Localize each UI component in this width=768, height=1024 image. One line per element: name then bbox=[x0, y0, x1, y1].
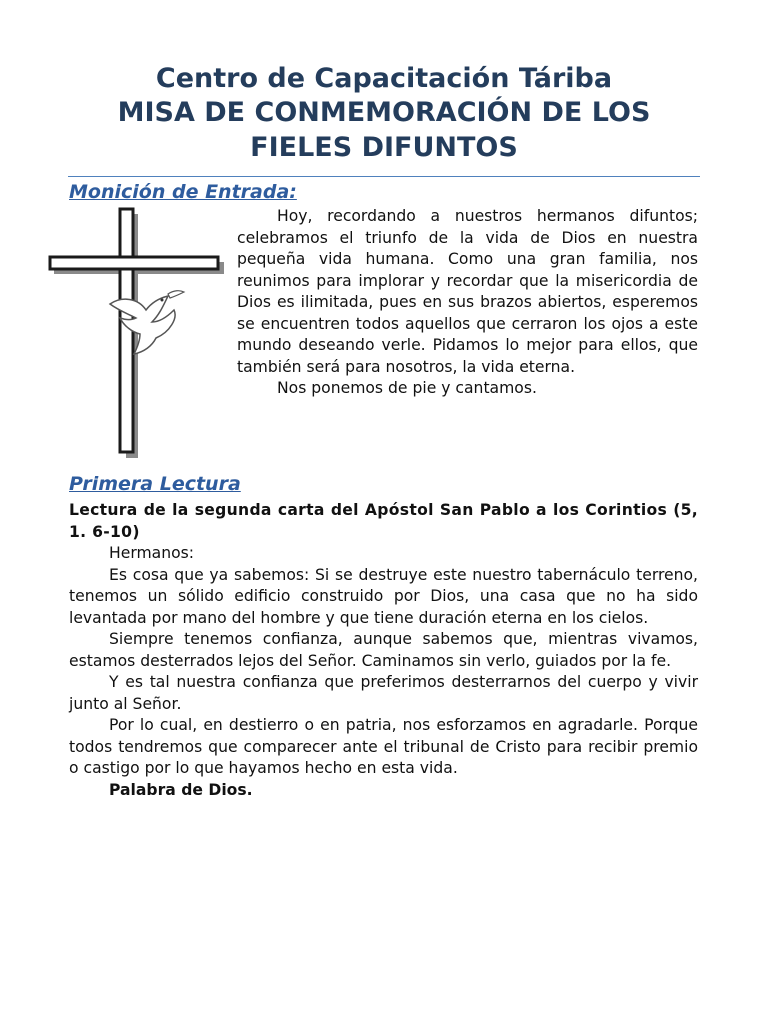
monicion-paragraph: Nos ponemos de pie y cantamos. bbox=[277, 379, 537, 397]
page-title-line-1: Centro de Capacitación Táriba bbox=[155, 63, 613, 94]
cross-with-dove-icon bbox=[48, 206, 224, 458]
reading-closing: Palabra de Dios. bbox=[109, 780, 253, 799]
reading-paragraph: Siempre tenemos confianza, aunque sabemos que, mientras vivamos, estamos desterrados lejos del Señor. Caminamos sin verlo, guiados por la fe. bbox=[69, 630, 698, 670]
reading-reference: Lectura de la segunda carta del Apóstol San Pablo a los Corintios (5, 1. 6-10) bbox=[69, 501, 698, 541]
reading-paragraph: Por lo cual, en destierro o en patria, nos esforzamos en agradarle. Porque todos tendremos que comparecer ante el tribunal de Cristo para recibir premio o castigo por lo que hayamos hecho en esta vida. bbox=[69, 716, 698, 777]
page-title-line-3: FIELES DIFUNTOS bbox=[250, 132, 518, 163]
page-title-line-2: MISA DE CONMEMORACIÓN DE LOS bbox=[117, 97, 651, 128]
monicion-text bbox=[237, 206, 698, 400]
primera-lectura-text bbox=[69, 500, 698, 801]
reading-paragraph: Y es tal nuestra confianza que preferimos desterrarnos del cuerpo y vivir junto al Señor. bbox=[69, 673, 698, 713]
primera-lectura-heading: Primera Lectura bbox=[69, 473, 241, 495]
monicion-heading: Monición de Entrada: bbox=[69, 181, 297, 203]
title-divider bbox=[68, 176, 700, 177]
monicion-paragraph: Hoy, recordando a nuestros hermanos difuntos; celebramos el triunfo de la vida de Dios en nuestra pequeña vida humana. Como una gran familia, nos reunimos para implorar y recordar que la misericordia de Dios es ilimitada, pues en sus brazos abiertos, esperemos se encuentren todos aquellos que cerraron los ojos a este mundo deseando verle. Pidamos lo mejor para ellos, que también será para nosotros, la vida eterna. bbox=[237, 207, 698, 376]
reading-paragraph: Es cosa que ya sabemos: Si se destruye este nuestro tabernáculo terreno, tenemos un sólido edificio construido por Dios, una casa que no ha sido levantada por mano del hombre y que tiene duración eterna en los cielos. bbox=[69, 565, 698, 627]
reading-greeting: Hermanos: bbox=[109, 544, 195, 562]
